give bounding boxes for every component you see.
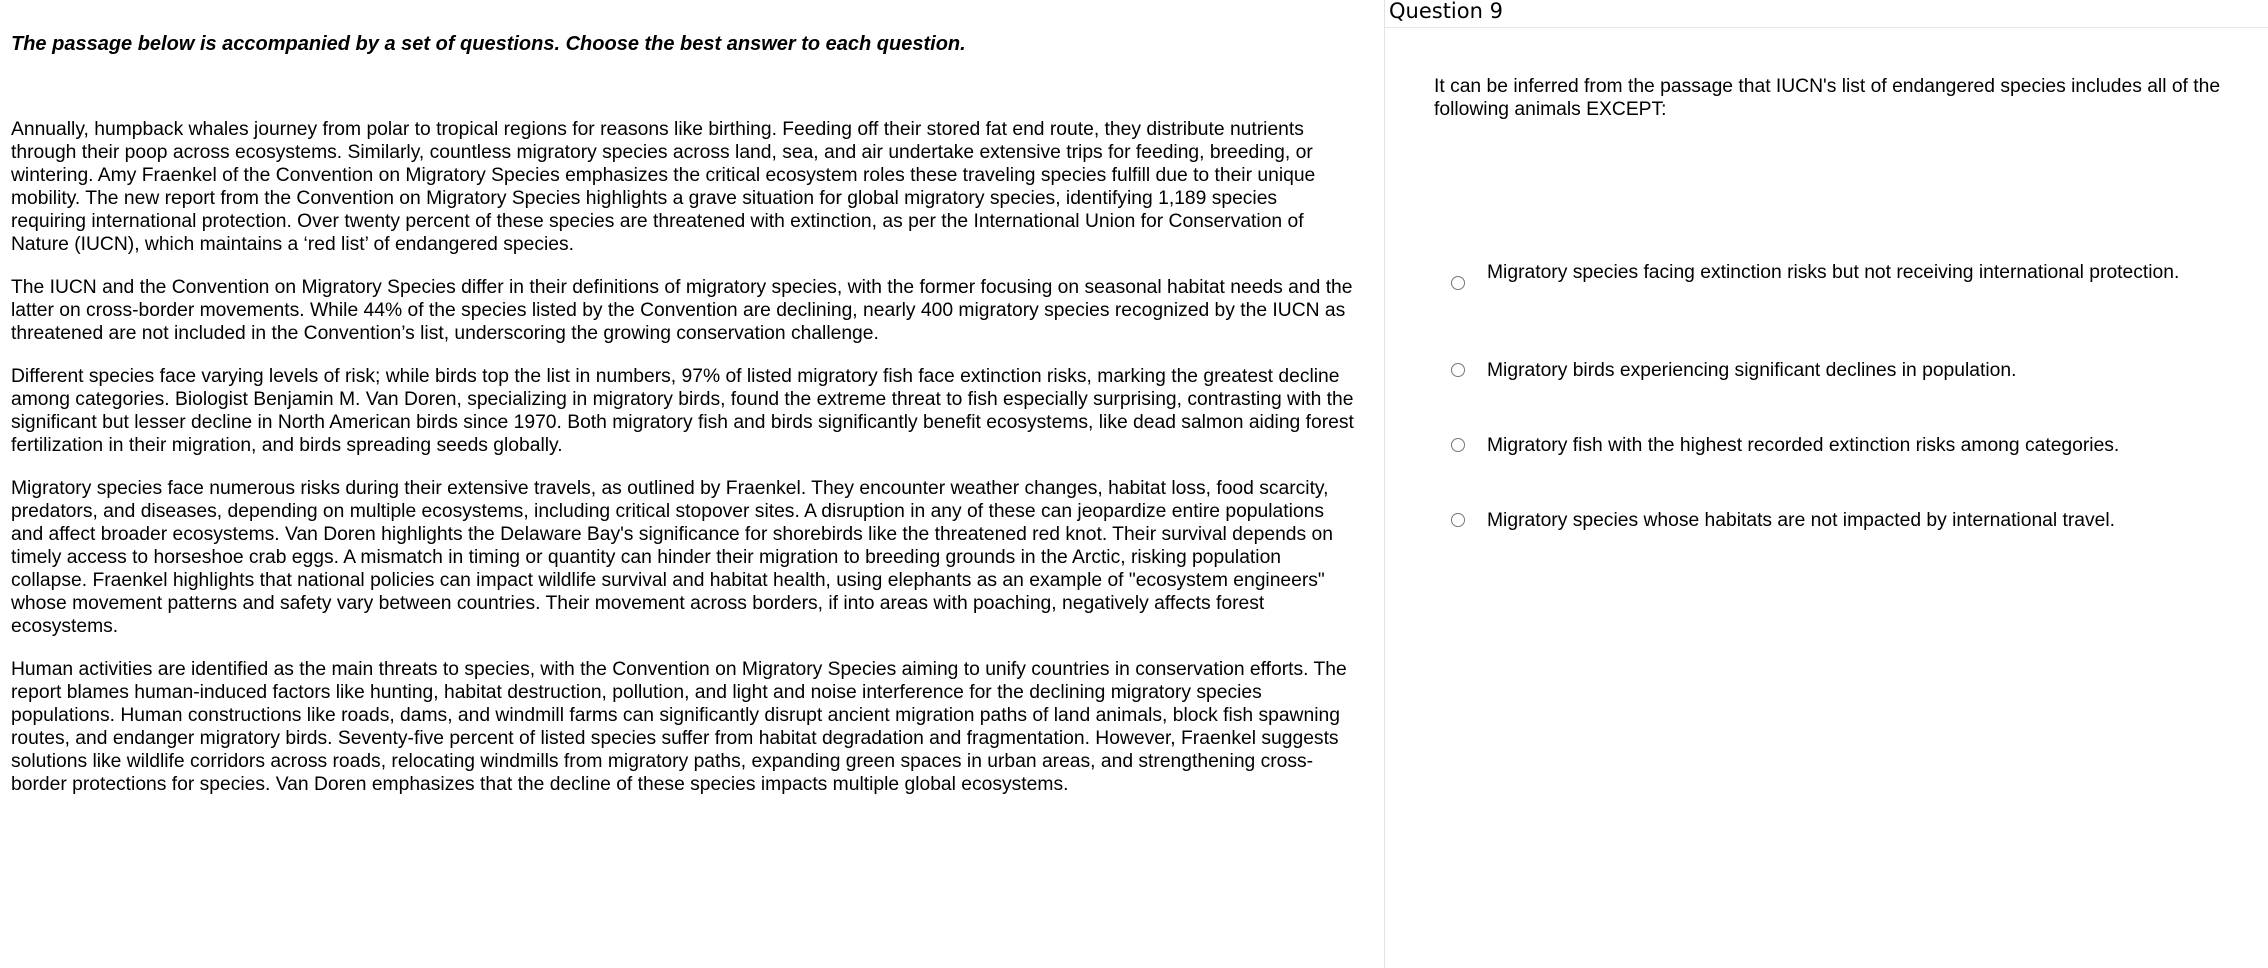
answer-option-label[interactable]: Migratory species whose habitats are not impacted by international travel. bbox=[1487, 510, 2116, 531]
passage-paragraph: The IUCN and the Convention on Migratory Species differ in their definitions of migratory species, with the former focusing on seasonal habitat needs and the latter on cross-border movements. While 44% of the species listed by the Convention are declining, nearly 400 migratory species recognized by the IUCN as threatened are not included in the Convention’s list, underscoring the growing conservation challenge. bbox=[11, 277, 1353, 344]
passage-paragraph: Migratory species face numerous risks during their extensive travels, as outlined by Fraenkel. They encounter weather changes, habitat loss, food scarcity, predators, and diseases, depending on multiple ecosystems, including critical stopover sites. A disruption in any of these can jeopardize entire populations and affect broader ecosystems. Van Doren highlights the Delaware Bay's significance for shorebirds like the threatened red knot. Their survival depends on timely access to horseshoe crab eggs. A mismatch in timing or quantity can hinder their migration to breeding grounds in the Arctic, risking population collapse. Fraenkel highlights that national policies can impact wildlife survival and habitat health, using elephants as an example of "ecosystem engineers" whose movement patterns and safety vary between countries. Their movement across borders, if into areas with poaching, negatively affects forest ecosystems. bbox=[11, 478, 1333, 637]
radio-button[interactable] bbox=[1451, 438, 1465, 452]
answer-options bbox=[1385, 0, 2268, 968]
passage-paragraph: Different species face varying levels of risk; while birds top the list in numbers, 97% of listed migratory fish face extinction risks, marking the greatest decline among categories. Biologist Benjamin M. Van Doren, specializing in migratory birds, found the extreme threat to fish especially surprising, contrasting with the significant but lesser decline in North American birds since 1970. Both migratory fish and birds significantly benefit ecosystems, like dead salmon aiding forest fertilization in their migration, and birds spreading seeds globally. bbox=[11, 366, 1354, 456]
answer-option-label[interactable]: Migratory fish with the highest recorded extinction risks among categories. bbox=[1487, 435, 2120, 456]
answer-option-label[interactable]: Migratory species facing extinction risks but not receiving international protection. bbox=[1487, 262, 2180, 283]
radio-button[interactable] bbox=[1451, 513, 1465, 527]
instructions: The passage below is accompanied by a set of questions. Choose the best answer to each question. bbox=[11, 33, 966, 55]
answer-option-label[interactable]: Migratory birds experiencing significant declines in population. bbox=[1487, 360, 2017, 381]
passage-paragraph: Annually, humpback whales journey from polar to tropical regions for reasons like birthing. Feeding off their stored fat end route, they distribute nutrients through their poop across ecosystems. Similarly, countless migratory species across land, sea, and air undertake extensive trips for feeding, breeding, or wintering. Amy Fraenkel of the Convention on Migratory Species emphasizes the critical ecosystem roles these traveling species fulfill due to their unique mobility. The new report from the Convention on Migratory Species highlights a grave situation for global migratory species, identifying 1,189 species requiring international protection. Over twenty percent of these species are threatened with extinction, as per the International Union for Conservation of Nature (IUCN), which maintains a ‘red list’ of endangered species. bbox=[11, 119, 1316, 255]
passage-paragraph: Human activities are identified as the main threats to species, with the Convention on Migratory Species aiming to unify countries in conservation efforts. The report blames human-induced factors like hunting, habitat destruction, pollution, and light and noise interference for the declining migratory species populations. Human constructions like roads, dams, and windmill farms can significantly disrupt ancient migration paths of land animals, block fish spawning routes, and endanger migratory birds. Seventy-five percent of listed species suffer from habitat degradation and fragmentation. However, Fraenkel suggests solutions like wildlife corridors across roads, relocating windmills from migratory paths, expanding green spaces in urban areas, and strengthening cross-border protections for species. Van Doren emphasizes that the decline of these species impacts multiple global ecosystems. bbox=[11, 659, 1347, 795]
radio-button[interactable] bbox=[1451, 363, 1465, 377]
radio-button[interactable] bbox=[1451, 276, 1465, 290]
passage bbox=[11, 118, 1356, 816]
question-pane[interactable] bbox=[1385, 0, 2268, 968]
question-title: Question 9 bbox=[1389, 0, 1503, 23]
question-stem: It can be inferred from the passage that IUCN's list of endangered species includes all of the following animals EXCEPT: bbox=[1434, 76, 2221, 120]
